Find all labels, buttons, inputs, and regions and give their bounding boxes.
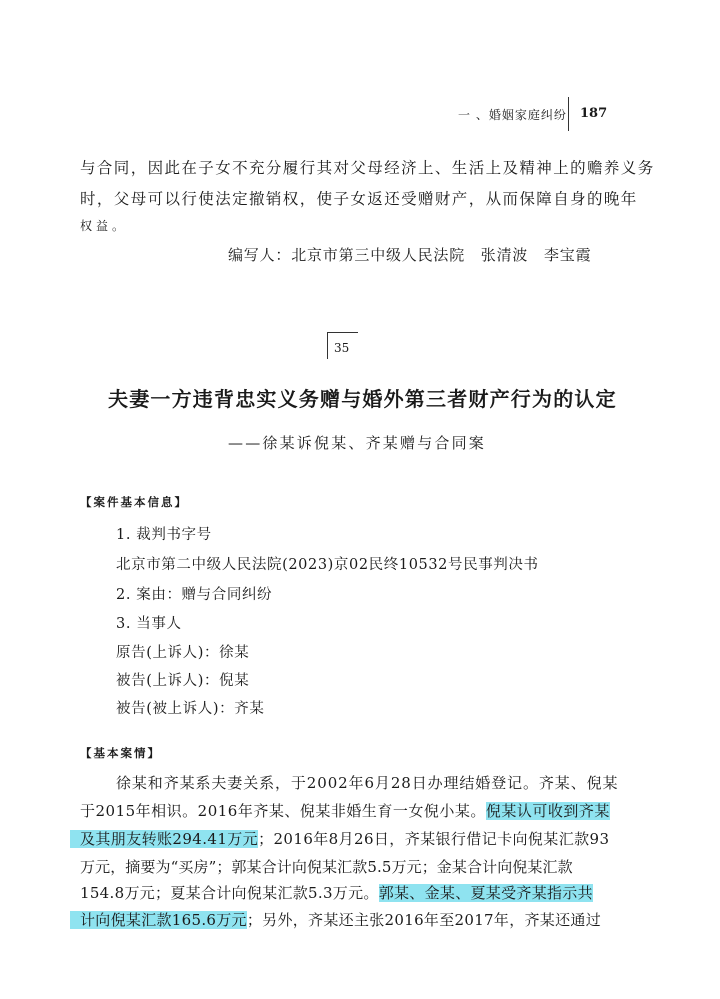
facts-line-6: [70, 909, 601, 930]
highlight-2a: 郭某、金某、夏某受齐某指示共: [378, 884, 593, 902]
info-line-6: 被告(上诉人)：倪某: [116, 673, 250, 689]
page-number: 187: [580, 106, 608, 121]
info-line-4: 3. 当事人: [116, 616, 182, 632]
section-heading-facts: 【基本案情】: [80, 746, 161, 760]
prev-case-line-3: 权益。: [80, 219, 129, 233]
info-line-2: 北京市第二中级人民法院(2023)京02民终10532号民事判决书: [116, 557, 539, 573]
facts-line-5-text: 154.8万元；夏某合计向倪某汇款5.3万元。: [80, 884, 379, 902]
facts-line-4: 万元，摘要为“买房”；郭某合计向倪某汇款5.5万元；金某合计向倪某汇款: [80, 858, 573, 876]
prev-case-line-1: 与合同，因此在子女不充分履行其对父母经济上、生活上及精神上的赡养义务: [80, 159, 655, 177]
highlight-2b: 计向倪某汇款165.6万元: [70, 911, 247, 929]
prev-case-line-2: 时，父母可以行使法定撤销权，使子女返还受赠财产，从而保障自身的晚年: [80, 190, 638, 208]
info-line-1: 1. 裁判书字号: [116, 527, 212, 543]
running-header-chapter: 一 、婚姻家庭纠纷: [458, 108, 567, 122]
facts-line-6-text: ；另外，齐某还主张2016年至2017年，齐某还通过: [246, 911, 601, 929]
info-line-3: 2. 案由：赠与合同纠纷: [116, 587, 273, 603]
facts-line-5: [80, 882, 593, 903]
facts-line-3: [70, 828, 609, 849]
facts-line-1: 徐某和齐某系夫妻关系，于2002年6月28日办理结婚登记。齐某、倪某: [116, 774, 619, 792]
author-credit: 编写人：北京市第三中级人民法院 张清波 李宝霞: [228, 246, 592, 264]
case-subtitle: ——徐某诉倪某、齐某赠与合同案: [228, 434, 487, 452]
info-line-7: 被告(被上诉人)：齐某: [116, 701, 265, 717]
header-divider: [568, 97, 569, 131]
case-title: 夫妻一方违背忠实义务赠与婚外第三者财产行为的认定: [108, 387, 617, 411]
highlight-1a: 倪某认可收到齐某: [485, 802, 610, 820]
section-heading-basic-info: 【案件基本信息】: [80, 495, 188, 509]
case-number: 35: [334, 341, 350, 355]
facts-line-2-text: 于2015年相识。2016年齐某、倪某非婚生育一女倪小某。: [80, 802, 486, 820]
info-line-5: 原告(上诉人)：徐某: [116, 645, 250, 661]
highlight-1b: 及其朋友转账294.41万元: [70, 830, 258, 848]
facts-line-3-text: ；2016年8月26日，齐某银行借记卡向倪某汇款93: [258, 830, 610, 848]
facts-line-2: [80, 800, 610, 821]
